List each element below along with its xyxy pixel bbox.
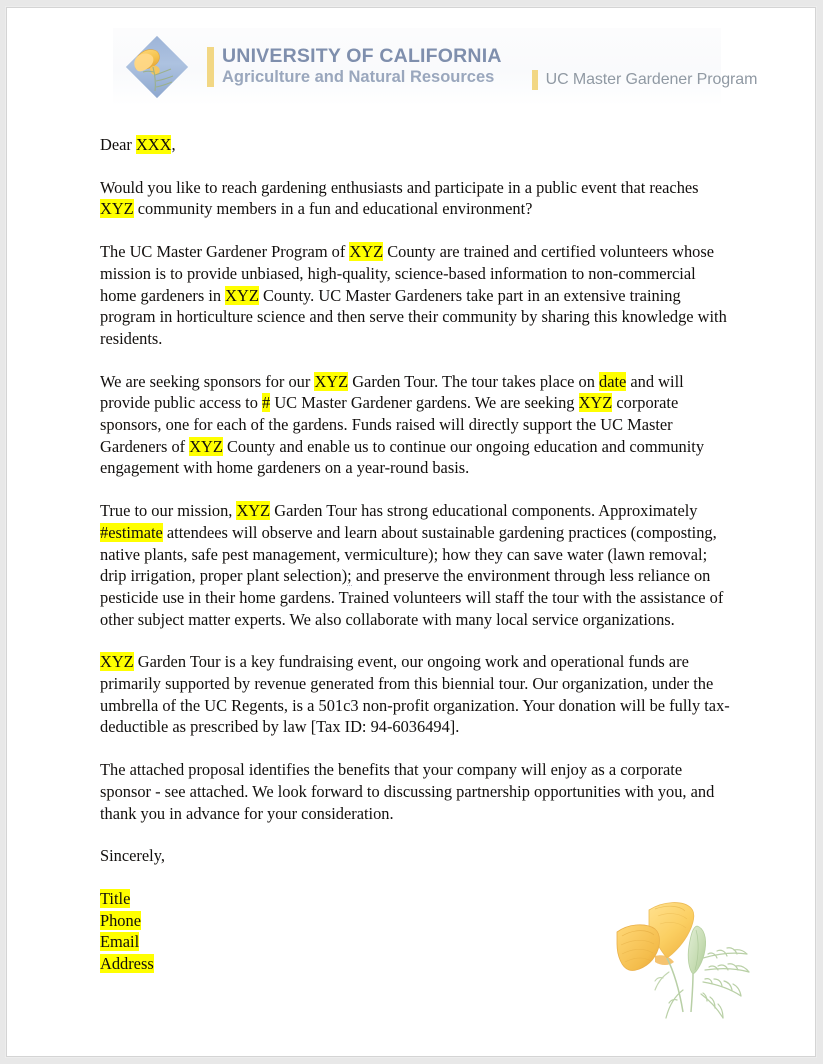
letterhead xyxy=(113,28,758,106)
p3-placeholder-4: XYZ xyxy=(578,393,613,413)
p5-text-a: Garden Tour is a key fundraising event, our ongoing work and operational funds are primarily supported by revenue generated from this biennial tour. Our organization, under the umbrella of the UC Regents, is a 501c3 non-profit organization. Your donation will be fully tax-deductible as prescribed by law [Tax ID: 94-6036494]. xyxy=(100,652,730,737)
paragraph-3 xyxy=(100,371,732,480)
p3-text-d: UC Master Gardener gardens. We are seeking xyxy=(270,393,579,413)
paragraph-1 xyxy=(100,177,732,220)
program-identity xyxy=(532,70,758,90)
closing: Sincerely, xyxy=(100,846,165,866)
paragraph-2 xyxy=(100,241,732,350)
p3-text-f: County and enable us to continue our ongoing education and community engagement with home gardeners on a year-round basis. xyxy=(100,436,705,478)
paragraph-4 xyxy=(100,500,732,630)
paragraph-5 xyxy=(100,651,732,738)
paragraph-6: The attached proposal identifies the benefits that your company will enjoy as a corporate sponsor - see attached. We look forward to discussing partnership opportunities with you, and thank you in advance for your consideration. xyxy=(100,760,715,823)
division-name: Agriculture and Natural Resources xyxy=(222,67,495,86)
p2-placeholder-2: XYZ xyxy=(225,285,259,305)
signature-phone: Phone xyxy=(100,910,141,930)
p2-text-a: The UC Master Gardener Program of xyxy=(100,242,350,262)
salutation xyxy=(100,134,732,156)
p5-placeholder-1: XYZ xyxy=(100,652,134,672)
p3-placeholder-5: XYZ xyxy=(189,436,223,456)
p4-text-c: attendees will observe and learn about sustainable gardening practices (composting, native plants, safe pest management, vermiculture); how they can save water (lawn removal; drip irrigation, proper plant selection) xyxy=(100,522,717,586)
p3-text-a: We are seeking sponsors for our xyxy=(100,371,315,391)
signature-email: Email xyxy=(100,932,140,952)
signature-address: Address xyxy=(100,954,154,974)
program-accent-bar-icon xyxy=(532,70,538,90)
p3-placeholder-date: date xyxy=(599,371,627,391)
p3-text-c: and will provide public access to xyxy=(100,371,684,413)
p4-text-a: True to our mission, xyxy=(100,501,237,521)
p4-text-d: and preserve the environment through less reliance on pesticide use in their home gardens. Trained volunteers will staff the tour with the assistance of other subject matter experts. We also collaborate with many local service organizations. xyxy=(100,566,724,629)
p1-text-b: community members in a fun and educational environment? xyxy=(133,199,533,219)
university-identity xyxy=(207,47,502,87)
p2-placeholder-1: XYZ xyxy=(349,242,384,262)
p4-placeholder-estimate: #estimate xyxy=(100,522,163,542)
signature-title: Title xyxy=(100,888,131,908)
p1-text-a: Would you like to reach gardening enthusiasts and participate in a public event that reaches xyxy=(100,177,699,197)
accent-bar-icon xyxy=(207,47,214,87)
p3-placeholder-1: XYZ xyxy=(314,371,349,391)
california-poppy-illustration-icon xyxy=(611,896,763,1021)
p2-text-b: County are trained and certified volunteers whose mission is to provide unbiased, high-quality, science-based information to non-commercial home gardeners in xyxy=(100,242,714,305)
california-poppy-diamond-logo-icon xyxy=(121,31,193,103)
p3-text-b: Garden Tour. The tour takes place on xyxy=(348,371,599,391)
letter-body xyxy=(100,134,732,975)
salutation-suffix: , xyxy=(171,135,176,154)
p2-text-c: County. UC Master Gardeners take part in an extensive training program in horticulture science and then serve their community by sharing this knowledge with residents. xyxy=(100,285,727,348)
p3-text-e: corporate sponsors, one for each of the gardens. Funds raised will directly support the UC Master Gardeners of xyxy=(100,393,679,456)
p4-text-b: Garden Tour has strong educational components. Approximately xyxy=(270,501,698,521)
salutation-prefix: Dear xyxy=(100,135,136,154)
p1-placeholder-1: XYZ xyxy=(100,199,134,219)
letter-page xyxy=(6,7,816,1057)
program-name: UC Master Gardener Program xyxy=(545,71,758,88)
grammar-flagged-semicolon: ; xyxy=(347,566,352,586)
p4-placeholder-1: XYZ xyxy=(236,501,271,521)
p3-placeholder-count: # xyxy=(262,393,271,413)
university-name: UNIVERSITY OF CALIFORNIA xyxy=(222,45,502,68)
salutation-placeholder: XXX xyxy=(135,135,172,154)
